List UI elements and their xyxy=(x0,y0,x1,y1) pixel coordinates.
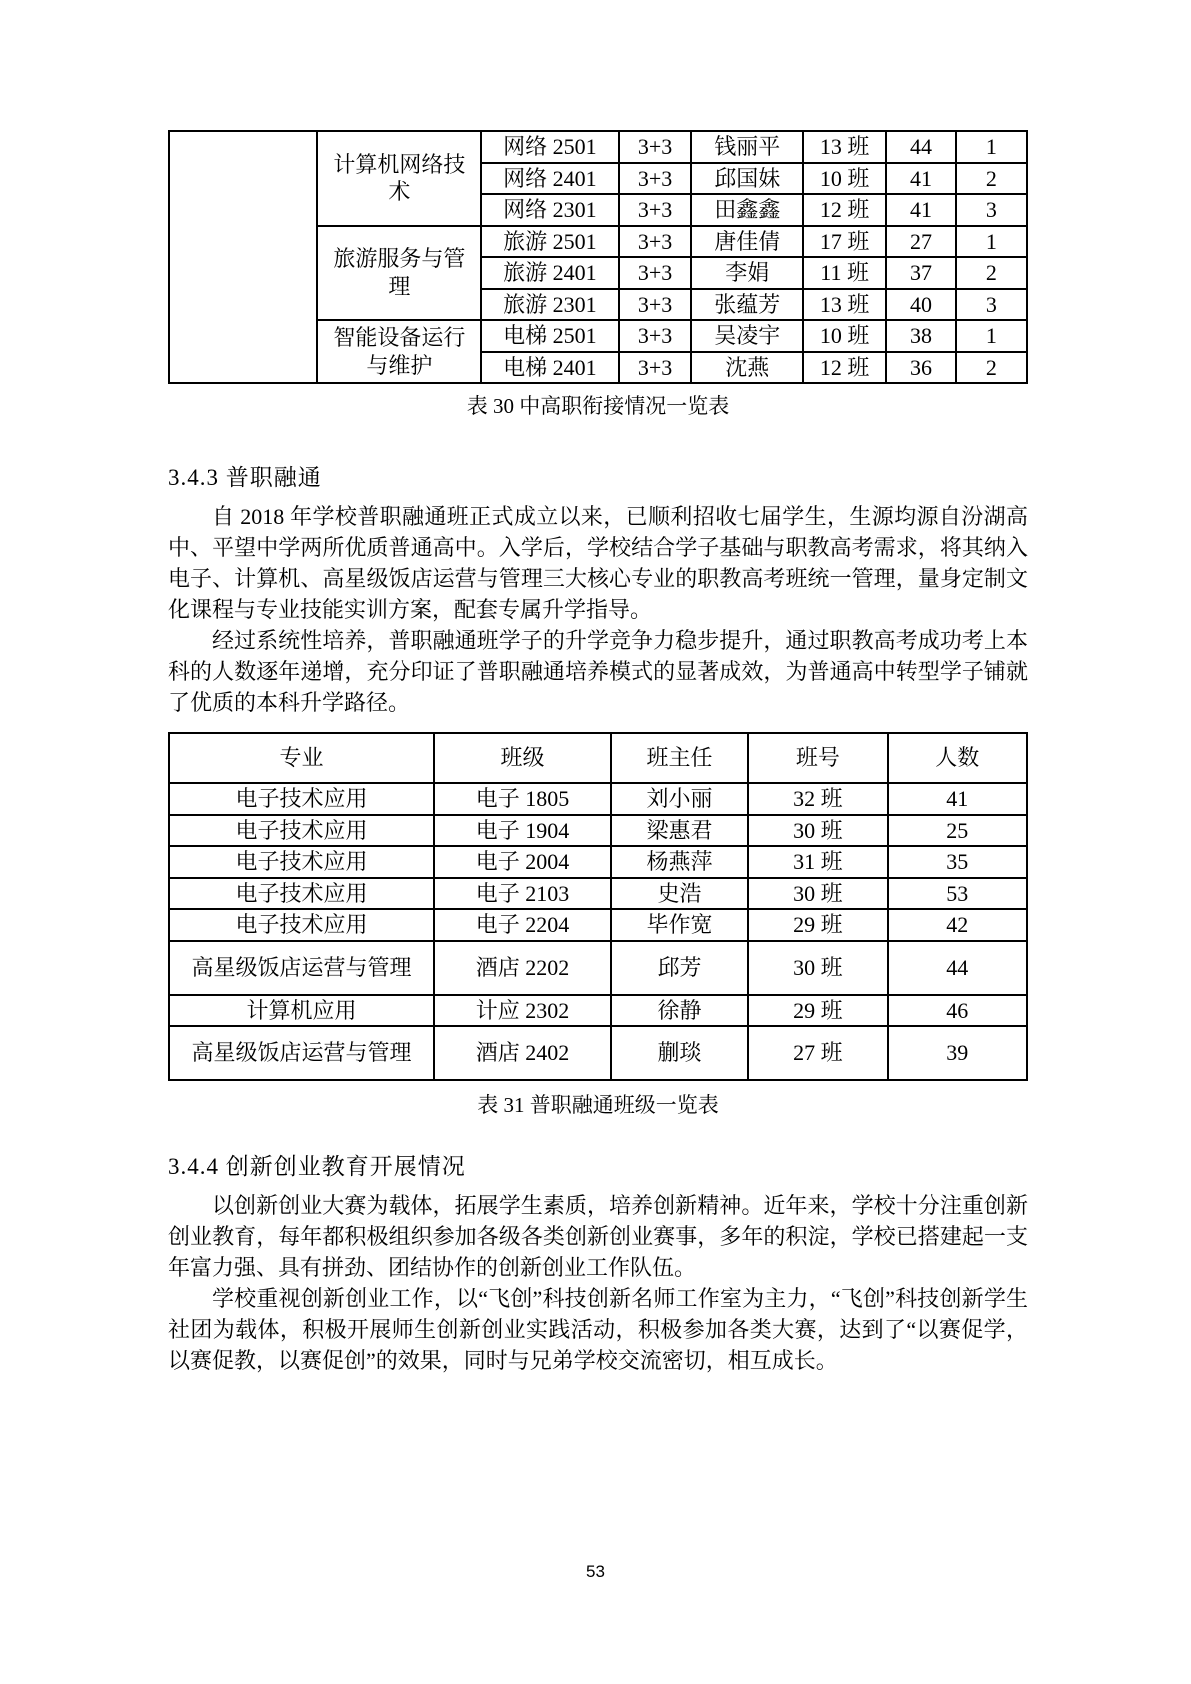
class-name-cell: 电子 2103 xyxy=(434,878,611,910)
table-row xyxy=(169,909,1027,941)
class-name-cell: 电子 1805 xyxy=(434,783,611,815)
student-count-cell: 44 xyxy=(888,941,1027,995)
program-mode-cell: 3+3 xyxy=(619,257,692,289)
table-row xyxy=(169,941,1027,995)
major-cell: 智能设备运行与维护 xyxy=(317,320,481,383)
major-cell: 电子技术应用 xyxy=(169,815,434,847)
student-count-cell: 27 xyxy=(886,226,955,258)
major-cell: 旅游服务与管理 xyxy=(317,226,481,321)
class-number-cell: 27 班 xyxy=(748,1026,887,1080)
major-cell: 计算机应用 xyxy=(169,995,434,1027)
head-teacher-cell: 徐静 xyxy=(611,995,748,1027)
class-name-cell: 旅游 2301 xyxy=(481,289,618,321)
program-mode-cell: 3+3 xyxy=(619,320,692,352)
class-number-cell: 10 班 xyxy=(803,163,886,195)
class-name-cell: 旅游 2401 xyxy=(481,257,618,289)
head-teacher-cell: 蒯琰 xyxy=(611,1026,748,1080)
class-name-cell: 酒店 2402 xyxy=(434,1026,611,1080)
major-cell: 电子技术应用 xyxy=(169,783,434,815)
sequence-cell: 1 xyxy=(956,226,1027,258)
head-teacher-cell: 李娟 xyxy=(691,257,803,289)
student-count-cell: 42 xyxy=(888,909,1027,941)
student-count-cell: 37 xyxy=(886,257,955,289)
student-count-cell: 39 xyxy=(888,1026,1027,1080)
class-name-cell: 网络 2501 xyxy=(481,131,618,163)
student-count-cell: 35 xyxy=(888,846,1027,878)
major-cell: 高星级饭店运营与管理 xyxy=(169,941,434,995)
head-teacher-cell: 田鑫鑫 xyxy=(691,194,803,226)
head-teacher-cell: 梁惠君 xyxy=(611,815,748,847)
class-number-cell: 31 班 xyxy=(748,846,887,878)
student-count-cell: 25 xyxy=(888,815,1027,847)
program-mode-cell: 3+3 xyxy=(619,163,692,195)
column-header: 人数 xyxy=(888,733,1027,783)
section-heading-3-4-4: 3.4.4 创新创业教育开展情况 xyxy=(168,1154,466,1180)
class-number-cell: 30 班 xyxy=(748,815,887,847)
class-name-cell: 电子 1904 xyxy=(434,815,611,847)
class-name-cell: 电子 2204 xyxy=(434,909,611,941)
student-count-cell: 41 xyxy=(888,783,1027,815)
sequence-cell: 1 xyxy=(956,320,1027,352)
class-name-cell: 旅游 2501 xyxy=(481,226,618,258)
head-teacher-cell: 唐佳倩 xyxy=(691,226,803,258)
class-name-cell: 酒店 2202 xyxy=(434,941,611,995)
paragraph: 以创新创业大赛为载体，拓展学生素质，培养创新精神。近年来，学校十分注重创新创业教育，每年都积极组织参加各级各类创新创业赛事，多年的积淀，学校已搭建起一支年富力强、具有拼劲、团结协作的创新创业工作队伍。 xyxy=(168,1193,1028,1281)
head-teacher-cell: 邱芳 xyxy=(611,941,748,995)
class-number-cell: 32 班 xyxy=(748,783,887,815)
sequence-cell: 2 xyxy=(956,163,1027,195)
class-name-cell: 计应 2302 xyxy=(434,995,611,1027)
student-count-cell: 53 xyxy=(888,878,1027,910)
head-teacher-cell: 钱丽平 xyxy=(691,131,803,163)
table-row xyxy=(169,783,1027,815)
category-cell xyxy=(169,131,317,383)
table-31-caption: 表 31 普职融通班级一览表 xyxy=(477,1093,719,1118)
paragraph: 经过系统性培养，普职融通班学子的升学竞争力稳步提升，通过职教高考成功考上本科的人数逐年递增，充分印证了普职融通培养模式的显著成效，为普通高中转型学子铺就了优质的本科升学路径。 xyxy=(168,628,1028,716)
major-cell: 电子技术应用 xyxy=(169,878,434,910)
program-mode-cell: 3+3 xyxy=(619,226,692,258)
head-teacher-cell: 沈燕 xyxy=(691,352,803,384)
sequence-cell: 2 xyxy=(956,257,1027,289)
section-heading-3-4-3: 3.4.3 普职融通 xyxy=(168,465,322,491)
class-name-cell: 电子 2004 xyxy=(434,846,611,878)
class-number-cell: 30 班 xyxy=(748,941,887,995)
sequence-cell: 1 xyxy=(956,131,1027,163)
student-count-cell: 38 xyxy=(886,320,955,352)
class-number-cell: 12 班 xyxy=(803,352,886,384)
paragraph: 学校重视创新创业工作，以“飞创”科技创新名师工作室为主力，“飞创”科技创新学生社团为载体，积极开展师生创新创业实践活动，积极参加各类大赛，达到了“以赛促学，以赛促教，以赛促创”的效果，同时与兄弟学校交流密切，相互成长。 xyxy=(168,1286,1028,1374)
head-teacher-cell: 史浩 xyxy=(611,878,748,910)
table-row xyxy=(169,878,1027,910)
student-count-cell: 40 xyxy=(886,289,955,321)
table-row xyxy=(169,131,1027,163)
column-header: 班级 xyxy=(434,733,611,783)
class-number-cell: 17 班 xyxy=(803,226,886,258)
sequence-cell: 3 xyxy=(956,289,1027,321)
student-count-cell: 36 xyxy=(886,352,955,384)
table-header-row xyxy=(169,733,1027,783)
program-mode-cell: 3+3 xyxy=(619,352,692,384)
class-name-cell: 电梯 2401 xyxy=(481,352,618,384)
class-number-cell: 11 班 xyxy=(803,257,886,289)
program-mode-cell: 3+3 xyxy=(619,194,692,226)
student-count-cell: 41 xyxy=(886,163,955,195)
major-cell: 电子技术应用 xyxy=(169,909,434,941)
student-count-cell: 41 xyxy=(886,194,955,226)
table-row xyxy=(169,815,1027,847)
student-count-cell: 46 xyxy=(888,995,1027,1027)
page-number: 53 xyxy=(586,1562,605,1581)
major-cell: 高星级饭店运营与管理 xyxy=(169,1026,434,1080)
head-teacher-cell: 刘小丽 xyxy=(611,783,748,815)
head-teacher-cell: 杨燕萍 xyxy=(611,846,748,878)
major-cell: 计算机网络技术 xyxy=(317,131,481,226)
table-row xyxy=(169,1026,1027,1080)
table-row xyxy=(169,995,1027,1027)
column-header: 班主任 xyxy=(611,733,748,783)
class-number-cell: 12 班 xyxy=(803,194,886,226)
column-header: 专业 xyxy=(169,733,434,783)
table-30-caption: 表 30 中高职衔接情况一览表 xyxy=(466,394,730,418)
program-mode-cell: 3+3 xyxy=(619,289,692,321)
head-teacher-cell: 吴凌宇 xyxy=(691,320,803,352)
class-number-cell: 29 班 xyxy=(748,909,887,941)
head-teacher-cell: 张蕴芳 xyxy=(691,289,803,321)
major-cell: 电子技术应用 xyxy=(169,846,434,878)
student-count-cell: 44 xyxy=(886,131,955,163)
head-teacher-cell: 毕作宽 xyxy=(611,909,748,941)
class-number-cell: 13 班 xyxy=(803,289,886,321)
sequence-cell: 3 xyxy=(956,194,1027,226)
head-teacher-cell: 邱国妹 xyxy=(691,163,803,195)
class-number-cell: 10 班 xyxy=(803,320,886,352)
class-name-cell: 网络 2301 xyxy=(481,194,618,226)
paragraph: 自 2018 年学校普职融通班正式成立以来，已顺利招收七届学生，生源均源自汾湖高中、平望中学两所优质普通高中。入学后，学校结合学子基础与职教高考需求，将其纳入电子、计算机、高星级饭店运营与管理三大核心专业的职教高考班统一管理，量身定制文化课程与专业技能实训方案，配套专属升学指导。 xyxy=(168,504,1028,623)
sequence-cell: 2 xyxy=(956,352,1027,384)
class-number-cell: 29 班 xyxy=(748,995,887,1027)
column-header: 班号 xyxy=(748,733,887,783)
program-mode-cell: 3+3 xyxy=(619,131,692,163)
class-number-cell: 13 班 xyxy=(803,131,886,163)
class-name-cell: 网络 2401 xyxy=(481,163,618,195)
table-30-secondary-vocational-articulation xyxy=(168,130,1028,384)
class-number-cell: 30 班 xyxy=(748,878,887,910)
class-name-cell: 电梯 2501 xyxy=(481,320,618,352)
page-content xyxy=(168,130,1028,1376)
table-31-general-vocational-integration-classes xyxy=(168,732,1028,1081)
table-row xyxy=(169,846,1027,878)
